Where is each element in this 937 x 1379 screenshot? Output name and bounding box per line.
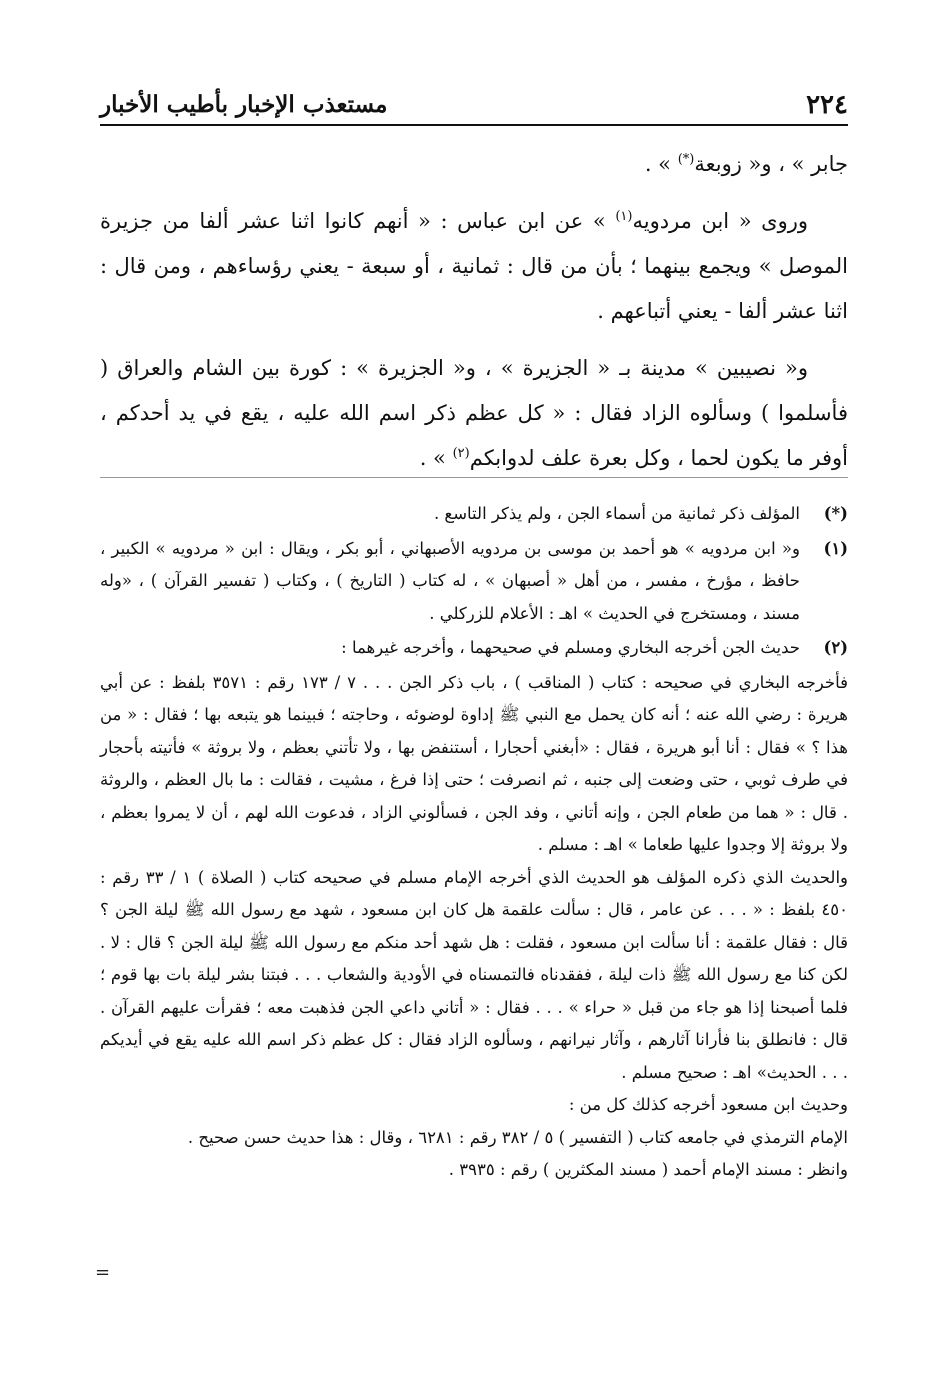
footnote-mark: (*) [823, 504, 848, 523]
footnote-ref-2: (٢) [452, 446, 470, 461]
paragraph-1-text: جابر » ، و« زوبعة [694, 152, 848, 176]
paragraph-3-end: » . [419, 446, 453, 470]
paragraph-1-end: » . [644, 152, 678, 176]
footnote-mark: (١) [823, 538, 848, 558]
paragraph-2 [100, 199, 848, 334]
footnote-paragraph-tirmidhi: الإمام الترمذي في جامعه كتاب ( التفسير ) ٥ / ٣٨٢ رقم : ٦٢٨١ ، وقال : هذا حديث حسن صحيح . [187, 1127, 848, 1147]
footnote-paragraph-ibn-masud: وحديث ابن مسعود أخرجه كذلك كل من : [568, 1095, 848, 1114]
paragraph-3 [100, 346, 848, 481]
main-text [100, 142, 848, 493]
margin-mark: = [95, 1262, 111, 1283]
footnote-text: المؤلف ذكر ثمانية من أسماء الجن ، ولم يذكر التاسع . [433, 504, 800, 523]
footnote-star [100, 498, 848, 531]
footnote-paragraph-muslim: والحديث الذي ذكره المؤلف هو الحديث الذي أخرجه الإمام مسلم في صحيحه كتاب ( الصلاة ) ١ / ٣٣ رقم : ٤٥٠ بلفظ : « . . . عن عامر ، قال : سألت علقمة هل كان ابن مسعود ، شهد مع رسول الله ﷺ ليلة الجن ؟ قال : فقال علقمة : أنا سألت ابن مسعود ، فقلت : هل شهد أحد منكم مع رسول الله ﷺ ليلة الجن ؟ قال : لا . لكن كنا مع رسول الله ﷺ ذات ليلة ، ففقدناه فالتمسناه في الأودية والشعاب . . . فبتنا بشر ليلة بات بها قوم ؛ فلما أصبحنا إذا هو جاء من قبل « حراء » . . . فقال : « أتاني داعي الجن فذهبت معه ؛ فقرأت عليهم القرآن . قال : فانطلق بنا فأرانا آثارهم ، وآثار نيرانهم ، وسألوه الزاد فقال : كل عظم ذكر اسم الله عليه يقع في أيديكم . . . الحديث» اهـ : صحيح مسلم . [100, 867, 848, 1082]
paragraph-3-text: و« نصيبين » مدينة بـ « الجزيرة » ، و« الجزيرة » : كورة بين الشام والعراق ( فأسلموا ) وسألوه الزاد فقال : « كل عظم ذكر اسم الله عليه ، يقع في يد أحدكم ، أوفر ما يكون لحما ، وكل بعرة علف لدوابكم [100, 356, 848, 470]
footnote-ref-1: (١) [615, 209, 633, 224]
page-number: ٢٢٤ [806, 90, 848, 120]
footnote-paragraph-ahmad: وانظر : مسند الإمام أحمد ( مسند المكثرين ) رقم : ٣٩٣٥ . [448, 1160, 848, 1179]
footnotes [100, 498, 848, 1187]
paragraph-2-text-a: وروى « ابن مردويه [632, 209, 808, 233]
footnote-paragraph-bukhari: فأخرجه البخاري في صحيحه : كتاب ( المناقب ) ، باب ذكر الجن . . . ٧ / ١٧٣ رقم : ٣٥٧١ بلفظ : عن أبي هريرة : رضي الله عنه ؛ أنه كان يحمل مع النبي ﷺ إداوة لوضوئه ، وحاجته ؛ فبينما هو يتبعه بها ؛ فقال : « من هذا ؟ » فقال : أنا أبو هريرة ، فقال : «أبغني أحجارا ، أستنفض بها ، ولا تأتني بعظم ، ولا بروثة » فأتيته بأحجار في طرف ثوبي ، حتى وضعت إلى جنبه ، ثم انصرفت ؛ حتى إذا فرغ ، مشيت ، فقالت : ما بال العظم ، والروثة . قال : « هما من طعام الجن ، وإنه أتاني ، وفد الجن ، فسألوني الزاد ، فدعوت الله لهم ، أن لا يمروا بعظم ، ولا بروثة إلا وجدوا عليها طعاما » اهـ : مسلم . [100, 672, 848, 854]
paragraph-2-text-b: » عن ابن عباس : « أنهم كانوا اثنا عشر ألفا من جزيرة الموصل » ويجمع بينهما ؛ بأن من قال : ثمانية ، أو سبعة - يعني رؤساءهم ، ومن قال : اثنا عشر ألفا - يعني أتباعهم . [100, 209, 848, 323]
footnote-mark: (٢) [823, 638, 848, 657]
paragraph-1 [100, 142, 848, 187]
footnote-separator [100, 477, 848, 478]
footnote-ref-star: (*) [677, 152, 695, 167]
footnote-2 [100, 632, 848, 665]
footnote-text: حديث الجن أخرجه البخاري ومسلم في صحيحهما ، وأخرجه غيرهما : [341, 638, 800, 657]
footnote-text: و« ابن مردويه » هو أحمد بن موسى بن مردويه الأصبهاني ، أبو بكر ، ويقال : ابن « مردويه » الكبير ، حافظ ، مؤرخ ، مفسر ، من أهل « أصبهان » ، له كتاب ( التاريخ ) ، وكتاب ( تفسير القرآن ) ، «وله مسند ، ومستخرج في الحديث » اهـ : الأعلام للزركلي . [100, 538, 800, 623]
book-title: مستعذب الإخبار بأطيب الأخبار [100, 91, 388, 118]
running-header [100, 80, 848, 126]
footnote-1 [100, 533, 848, 631]
